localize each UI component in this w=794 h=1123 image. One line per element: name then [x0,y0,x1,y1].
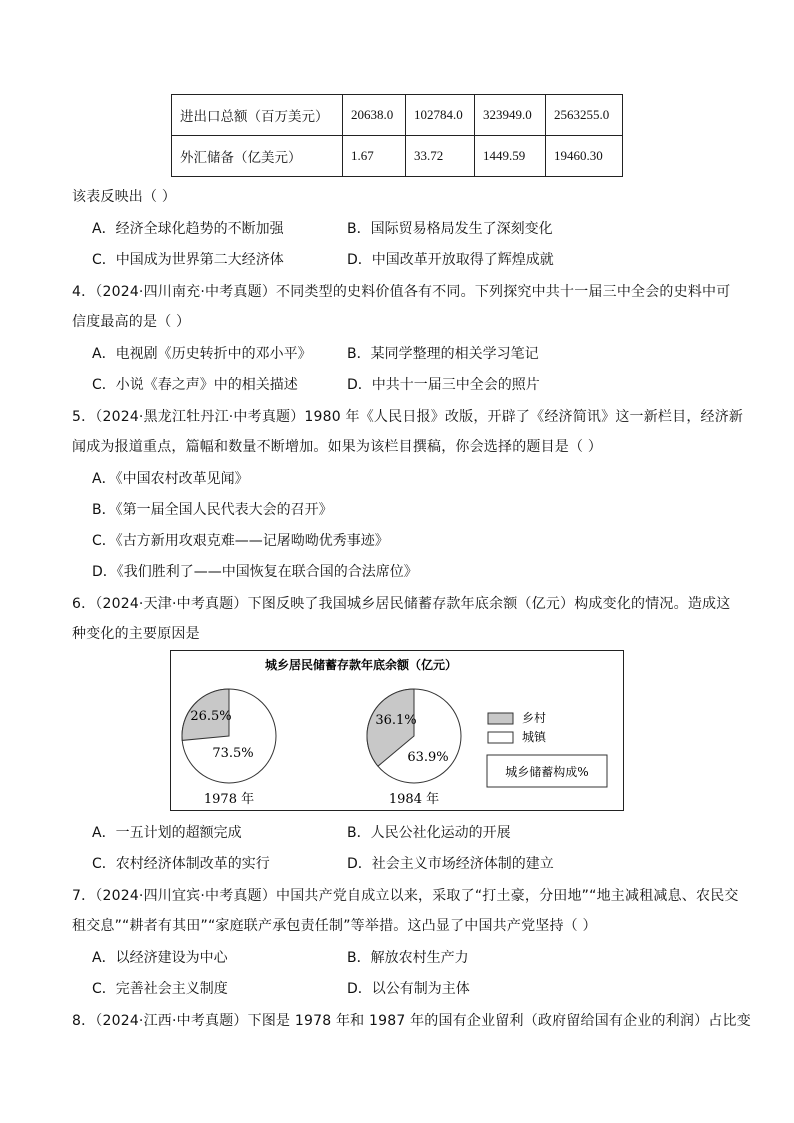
chart-title: 城乡居民储蓄存款年底余额（亿元） [264,658,458,672]
q4-option-c[interactable]: C．小说《春之声》中的相关描述 [92,377,298,393]
q4-option-a[interactable]: A．电视剧《历史转折中的邓小平》 [92,346,312,362]
row-label: 外汇储备（亿美元） [172,136,343,177]
q6-option-c[interactable]: C．农村经济体制改革的实行 [92,856,270,872]
pie-chart-canvas [171,651,622,809]
question-6-stem: 6．（2024·天津·中考真题）下图反映了我国城乡居民储蓄存款年底余额（亿元）构成变化的情况。造成这 [72,596,731,612]
table-cell: 1449.59 [475,136,546,177]
pie-label-urban: 73.5% [212,746,254,761]
savings-pie-chart [170,650,624,811]
question-5-stem: 5．（2024·黑龙江牡丹江·中考真题）1980 年《人民日报》改版，开辟了《经济简讯》这一新栏目，经济新 [72,409,744,425]
q5-option-b[interactable]: B．《第一届全国人民代表大会的召开》 [92,502,333,518]
q6-option-a[interactable]: A．一五计划的超额完成 [92,825,242,841]
table-cell: 1.67 [343,136,406,177]
table-cell: 323949.0 [475,95,546,136]
pie-1984 [367,689,461,783]
q3-option-b[interactable]: B．国际贸易格局发生了深刻变化 [347,221,553,237]
q3-option-c[interactable]: C．中国成为世界第二大经济体 [92,252,284,268]
q7-option-c[interactable]: C．完善社会主义制度 [92,981,228,997]
q6-option-b[interactable]: B．人民公社化运动的开展 [347,825,511,841]
q5-option-d[interactable]: D．《我们胜利了——中国恢复在联合国的合法席位》 [92,564,418,580]
pie-1978 [182,689,276,783]
q7-option-b[interactable]: B．解放农村生产力 [347,950,469,966]
question-4-stem: 4．（2024·四川南充·中考真题）不同类型的史料价值各有不同。下列探究中共十一届三中全会的史料中可 [72,284,731,300]
question-6-stem-cont: 种变化的主要原因是 [72,626,200,642]
pie-label-rural: 26.5% [190,709,232,724]
table-cell: 33.72 [406,136,475,177]
q6-option-d[interactable]: D．社会主义市场经济体制的建立 [347,856,554,872]
legend-label-urban: 城镇 [522,730,547,744]
question-5-stem-cont: 闻成为报道重点，篇幅和数量不断增加。如果为该栏目撰稿，你会选择的题目是（ ） [72,439,603,455]
year-label-1978: 1978 年 [203,792,255,807]
q4-option-b[interactable]: B．某同学整理的相关学习笔记 [347,346,539,362]
pie-label-urban: 63.9% [407,750,449,765]
table-cell: 2563255.0 [546,95,623,136]
table-cell: 102784.0 [406,95,475,136]
q3-option-a[interactable]: A．经济全球化趋势的不断加强 [92,221,284,237]
table-cell: 20638.0 [343,95,406,136]
question-7-stem: 7．（2024·四川宜宾·中考真题）中国共产党自成立以来，采取了“打土豪，分田地”“地主减租减息、农民交 [72,888,739,904]
question-7-stem-cont: 租交息”“耕者有其田”“家庭联产承包责任制”等举措。这凸显了中国共产党坚持（ ） [72,918,597,934]
row-label: 进出口总额（百万美元） [172,95,343,136]
q5-option-a[interactable]: A．《中国农村改革见闻》 [92,471,249,487]
legend-label-rural: 乡村 [522,711,547,725]
table-row [172,95,623,136]
q4-option-d[interactable]: D．中共十一届三中全会的照片 [347,377,540,393]
q7-option-a[interactable]: A．以经济建设为中心 [92,950,228,966]
question-4-stem-cont: 信度最高的是（ ） [72,314,191,330]
legend-note: 城乡储蓄构成% [505,765,589,779]
q3-option-d[interactable]: D．中国改革开放取得了辉煌成就 [347,252,554,268]
table-row [172,136,623,177]
trade-data-table [171,94,623,177]
question-8-stem: 8．（2024·江西·中考真题）下图是 1978 年和 1987 年的国有企业留利（政府留给国有企业的利润）占比变 [72,1013,751,1029]
legend-swatch-rural [488,713,513,724]
legend-swatch-urban [488,732,513,743]
q5-option-c[interactable]: C．《古方新用攻艰克难——记屠呦呦优秀事迹》 [92,533,389,549]
pie-label-rural: 36.1% [375,713,417,728]
q7-option-d[interactable]: D．以公有制为主体 [347,981,470,997]
year-label-1984: 1984 年 [388,792,440,807]
table-cell: 19460.30 [546,136,623,177]
question-3-stem: 该表反映出（ ） [72,189,177,205]
